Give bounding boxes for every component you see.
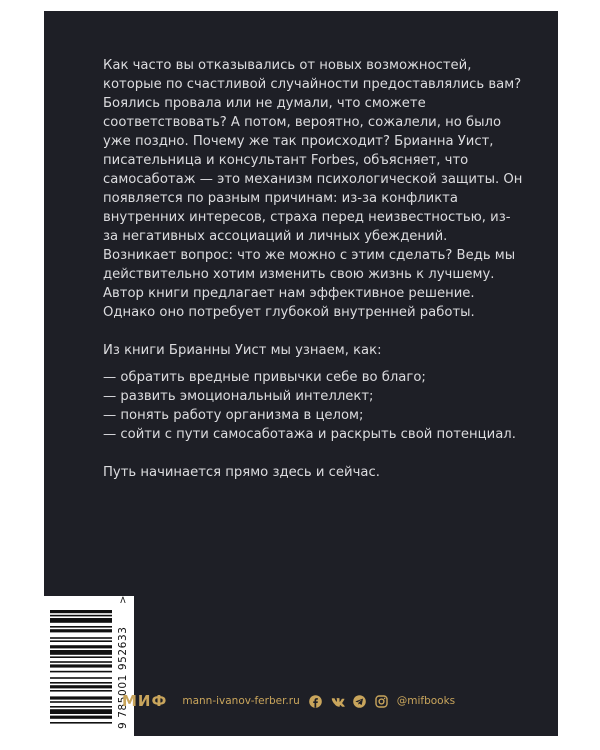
- closing-line: Путь начинается прямо здесь и сейчас.: [103, 465, 380, 480]
- barcode-bar: [50, 706, 112, 708]
- barcode-bar: [50, 690, 112, 692]
- benefits-list: [103, 368, 523, 444]
- barcode-bar: [50, 650, 112, 655]
- barcode-bars: [50, 610, 112, 724]
- vk-icon[interactable]: [331, 695, 344, 708]
- barcode-bar: [50, 610, 112, 613]
- barcode-bar: [50, 640, 112, 642]
- barcode-bar: [50, 722, 112, 724]
- facebook-icon[interactable]: [309, 695, 322, 708]
- publisher-footer: [122, 692, 455, 710]
- barcode-bar: [50, 637, 112, 639]
- barcode-bar: [50, 645, 112, 648]
- list-item: — развить эмоциональный интеллект;: [103, 389, 374, 404]
- barcode-bar: [50, 671, 112, 673]
- barcode-bar: [50, 696, 112, 699]
- back-cover: [44, 11, 558, 736]
- website-link[interactable]: mann-ivanov-ferber.ru: [182, 695, 300, 707]
- publisher-logo: МИФ: [122, 692, 168, 710]
- telegram-icon[interactable]: [353, 695, 366, 708]
- barcode-bar: [50, 661, 112, 663]
- isbn-digits: 9 785001 952633: [117, 626, 129, 729]
- barcode-bar: [50, 626, 112, 628]
- barcode-bar: [50, 656, 112, 658]
- barcode-bar: [50, 709, 112, 714]
- barcode-bar: [50, 682, 112, 684]
- list-item: — сойти с пути самосаботажа и раскрыть свой потенциал.: [103, 427, 516, 442]
- barcode-bar: [50, 685, 112, 688]
- barcode-bar: [50, 629, 112, 632]
- isbn-barcode: [44, 596, 134, 736]
- list-lead: Из книги Брианны Уист мы узнаем, как:: [103, 343, 382, 358]
- barcode-graphic: [44, 596, 134, 736]
- blurb-text: [103, 56, 523, 482]
- barcode-bar: [50, 716, 112, 719]
- instagram-icon[interactable]: [375, 695, 388, 708]
- list-item: — понять работу организма в целом;: [103, 408, 364, 423]
- barcode-bar: [50, 701, 112, 703]
- list-item: — обратить вредные привычки себе во благо;: [103, 370, 426, 385]
- social-handle[interactable]: @mifbooks: [396, 695, 456, 707]
- barcode-bar: [50, 664, 112, 667]
- isbn-addon: >: [118, 596, 129, 604]
- barcode-bar: [50, 677, 112, 679]
- barcode-bar: [50, 618, 112, 623]
- intro-paragraph: Как часто вы отказывались от новых возможностей, которые по счастливой случайности предоставлялись вам? Боялись провала или не думали, что сможете соответствовать? А потом, вероятно, сожалели, но было уже поздно. Почему же так происходит? Брианна Уист, писательница и консультант Forbes, объясняет, что самосаботаж — это механизм психологической защиты. Он появляется по разным причинам: из-за конфликта внутренних интересов, страха перед неизвестностью, из-за негативных ассоциаций и личных убеждений. Возникает вопрос: что же можно с этим сделать? Ведь мы действительно хотим изменить свою жизнь к лучшему. Автор книги предлагает нам эффективное решение. Однако оно потребует глубокой внутренней работы.: [103, 58, 523, 320]
- barcode-bar: [50, 615, 112, 617]
